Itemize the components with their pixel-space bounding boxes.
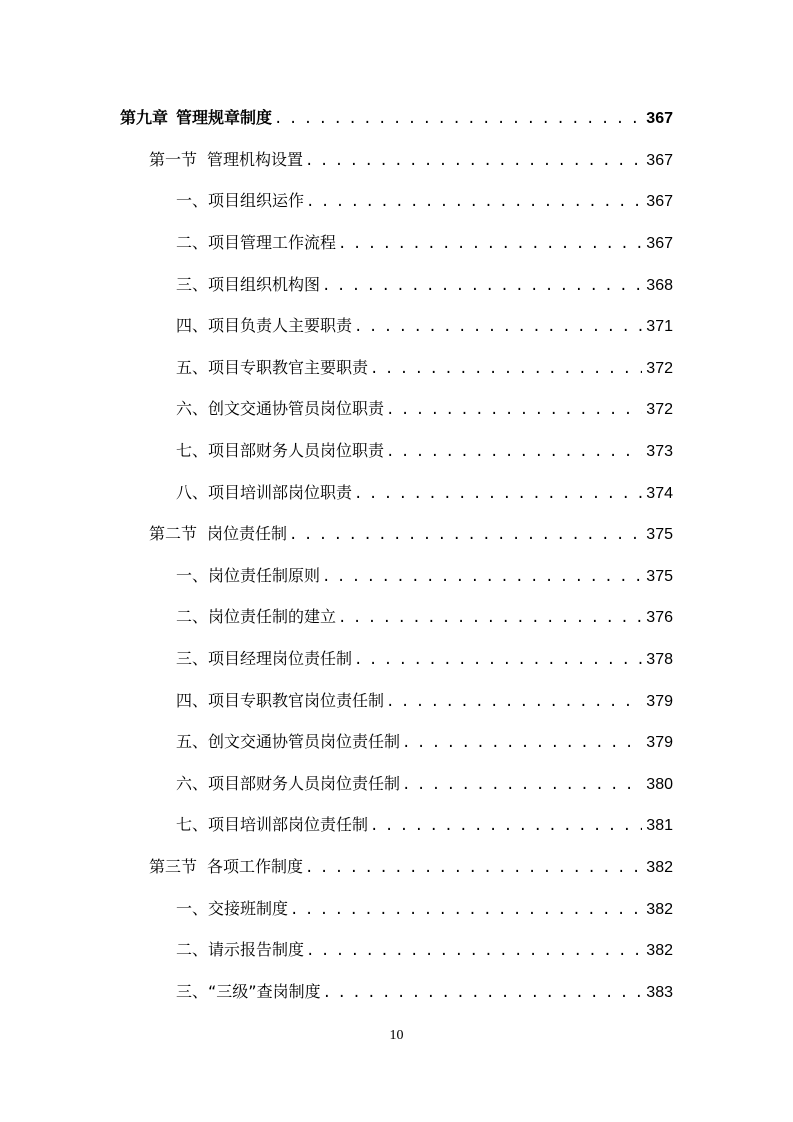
dot-leader bbox=[370, 818, 642, 834]
toc-entry[interactable] bbox=[0, 637, 793, 679]
toc-entry-title bbox=[176, 896, 288, 919]
toc-entry-title bbox=[176, 313, 352, 336]
toc-entry[interactable] bbox=[0, 762, 793, 804]
toc-entry-label: 五、项目专职教官主要职责 bbox=[176, 357, 369, 377]
toc-entry-line bbox=[149, 854, 673, 877]
toc-entry[interactable] bbox=[0, 387, 793, 429]
dot-leader bbox=[305, 860, 642, 876]
toc-entry-label: 六、项目部财务人员岗位责任制 bbox=[176, 773, 401, 793]
toc-entry-label: 五、创文交通协管员岗位责任制 bbox=[176, 732, 401, 752]
toc-entry-line bbox=[176, 812, 673, 835]
toc-entry-label: 管理规章制度 bbox=[176, 108, 273, 128]
toc-entry-title bbox=[176, 812, 368, 835]
toc-entry[interactable] bbox=[0, 346, 793, 388]
toc-entry-page: 381 bbox=[646, 817, 673, 835]
toc-entry-title bbox=[176, 604, 336, 627]
toc-entry-label: 三、项目经理岗位责任制 bbox=[176, 649, 353, 669]
toc-entry[interactable] bbox=[0, 179, 793, 221]
toc-entry-label: 一、交接班制度 bbox=[176, 898, 289, 918]
dot-leader bbox=[338, 610, 642, 626]
toc-entry[interactable] bbox=[0, 138, 793, 180]
toc-entry[interactable] bbox=[0, 969, 793, 1011]
toc-entry-title bbox=[176, 438, 384, 461]
dot-leader bbox=[354, 652, 642, 668]
toc-entry-line bbox=[149, 521, 673, 544]
dot-leader bbox=[322, 278, 642, 294]
toc-entry-title bbox=[176, 646, 352, 669]
toc-entry[interactable] bbox=[0, 470, 793, 512]
dot-leader bbox=[306, 943, 642, 959]
toc-entry[interactable] bbox=[0, 221, 793, 263]
toc-entry-title bbox=[176, 230, 336, 253]
toc-entry-line bbox=[176, 438, 673, 461]
toc-entry-label: 一、岗位责任制原则 bbox=[176, 565, 321, 585]
dot-leader bbox=[305, 153, 642, 169]
table-of-contents bbox=[0, 96, 793, 1011]
toc-entry-page: 380 bbox=[646, 775, 673, 793]
toc-entry-label: 二、项目管理工作流程 bbox=[176, 233, 337, 253]
toc-entry-line bbox=[176, 646, 673, 669]
toc-entry-page: 371 bbox=[646, 318, 673, 336]
toc-entry-page: 375 bbox=[646, 567, 673, 585]
toc-entry-line bbox=[176, 979, 673, 1002]
toc-entry[interactable] bbox=[0, 512, 793, 554]
toc-entry-prefix: 第九章 bbox=[120, 108, 169, 128]
toc-entry-label: 一、项目组织运作 bbox=[176, 191, 305, 211]
toc-entry-page: 374 bbox=[646, 484, 673, 502]
toc-entry-page: 382 bbox=[646, 942, 673, 960]
dot-leader bbox=[402, 777, 642, 793]
toc-entry-label: 三、“三级”查岗制度 bbox=[176, 981, 321, 1001]
toc-entry[interactable] bbox=[0, 886, 793, 928]
toc-entry-title bbox=[176, 688, 384, 711]
toc-entry-line bbox=[176, 688, 673, 711]
toc-entry-title bbox=[176, 563, 320, 586]
toc-entry[interactable] bbox=[0, 429, 793, 471]
toc-entry-page: 383 bbox=[646, 983, 673, 1001]
toc-entry-line bbox=[149, 147, 673, 170]
toc-entry-prefix: 第二节 bbox=[149, 524, 198, 544]
dot-leader bbox=[386, 694, 642, 710]
dot-leader bbox=[322, 569, 642, 585]
toc-entry-line bbox=[176, 563, 673, 586]
toc-entry[interactable] bbox=[0, 678, 793, 720]
toc-entry-label: 六、创文交通协管员岗位职责 bbox=[176, 399, 385, 419]
dot-leader bbox=[402, 735, 642, 751]
toc-entry-line bbox=[176, 313, 673, 336]
toc-entry-line bbox=[176, 604, 673, 627]
toc-entry-prefix: 第三节 bbox=[149, 856, 198, 876]
toc-entry-line bbox=[176, 230, 673, 253]
toc-entry-page: 367 bbox=[646, 151, 673, 169]
dot-leader bbox=[354, 319, 642, 335]
toc-entry-page: 382 bbox=[646, 858, 673, 876]
dot-leader bbox=[323, 985, 643, 1001]
dot-leader bbox=[386, 444, 642, 460]
toc-entry-page: 382 bbox=[646, 900, 673, 918]
toc-entry[interactable] bbox=[0, 928, 793, 970]
toc-entry-page: 375 bbox=[646, 526, 673, 544]
toc-entry-title bbox=[149, 854, 303, 877]
toc-entry-page: 372 bbox=[646, 401, 673, 419]
toc-entry-line bbox=[176, 896, 673, 919]
toc-entry-label: 四、项目专职教官岗位责任制 bbox=[176, 690, 385, 710]
page-number-footer: 10 bbox=[389, 1028, 404, 1043]
toc-entry-label: 各项工作制度 bbox=[207, 856, 304, 876]
toc-entry[interactable] bbox=[0, 720, 793, 762]
toc-entry[interactable] bbox=[0, 96, 793, 138]
dot-leader bbox=[290, 902, 642, 918]
toc-entry-label: 二、请示报告制度 bbox=[176, 940, 305, 960]
toc-entry-label: 二、岗位责任制的建立 bbox=[176, 607, 337, 627]
toc-entry-page: 367 bbox=[646, 193, 673, 211]
toc-entry-title bbox=[176, 729, 400, 752]
toc-entry-title bbox=[176, 937, 304, 960]
toc-entry-title bbox=[176, 396, 384, 419]
toc-entry-label: 七、项目部财务人员岗位职责 bbox=[176, 441, 385, 461]
dot-leader bbox=[338, 236, 642, 252]
toc-entry-page: 376 bbox=[646, 609, 673, 627]
toc-entry-page: 379 bbox=[646, 692, 673, 710]
toc-entry[interactable] bbox=[0, 595, 793, 637]
toc-entry[interactable] bbox=[0, 845, 793, 887]
toc-entry-page: 367 bbox=[646, 235, 673, 253]
dot-leader bbox=[306, 194, 642, 210]
toc-entry-title bbox=[176, 188, 304, 211]
toc-entry-line bbox=[176, 729, 673, 752]
toc-entry-line bbox=[176, 480, 673, 503]
toc-entry-page: 378 bbox=[646, 651, 673, 669]
dot-leader bbox=[354, 486, 642, 502]
toc-entry-page: 367 bbox=[646, 110, 673, 128]
toc-entry-line bbox=[120, 105, 673, 128]
toc-entry-page: 379 bbox=[646, 734, 673, 752]
toc-entry-label: 八、项目培训部岗位职责 bbox=[176, 482, 353, 502]
toc-entry-title bbox=[176, 771, 400, 794]
toc-entry-title bbox=[176, 480, 352, 503]
toc-entry-line bbox=[176, 396, 673, 419]
toc-entry-page: 368 bbox=[646, 276, 673, 294]
toc-entry[interactable] bbox=[0, 554, 793, 596]
toc-entry-title bbox=[176, 979, 321, 1002]
toc-entry-line bbox=[176, 937, 673, 960]
toc-entry-title bbox=[120, 105, 272, 128]
toc-entry[interactable] bbox=[0, 304, 793, 346]
toc-entry-line bbox=[176, 188, 673, 211]
toc-entry-title bbox=[176, 272, 320, 295]
toc-entry-label: 七、项目培训部岗位责任制 bbox=[176, 815, 369, 835]
toc-entry-line bbox=[176, 272, 673, 295]
toc-entry-prefix: 第一节 bbox=[149, 149, 198, 169]
dot-leader bbox=[274, 111, 642, 127]
dot-leader bbox=[386, 402, 642, 418]
toc-entry-page: 372 bbox=[646, 359, 673, 377]
toc-entry-label: 三、项目组织机构图 bbox=[176, 274, 321, 294]
toc-entry[interactable] bbox=[0, 803, 793, 845]
toc-entry-title bbox=[149, 147, 303, 170]
dot-leader bbox=[370, 361, 642, 377]
dot-leader bbox=[289, 527, 642, 543]
toc-entry-label: 岗位责任制 bbox=[207, 524, 288, 544]
toc-entry-line bbox=[176, 355, 673, 378]
toc-entry-title bbox=[149, 521, 287, 544]
toc-entry-line bbox=[176, 771, 673, 794]
toc-entry-title bbox=[176, 355, 368, 378]
toc-entry-label: 四、项目负责人主要职责 bbox=[176, 316, 353, 336]
toc-entry[interactable] bbox=[0, 262, 793, 304]
toc-entry-page: 373 bbox=[646, 443, 673, 461]
toc-entry-label: 管理机构设置 bbox=[207, 149, 304, 169]
